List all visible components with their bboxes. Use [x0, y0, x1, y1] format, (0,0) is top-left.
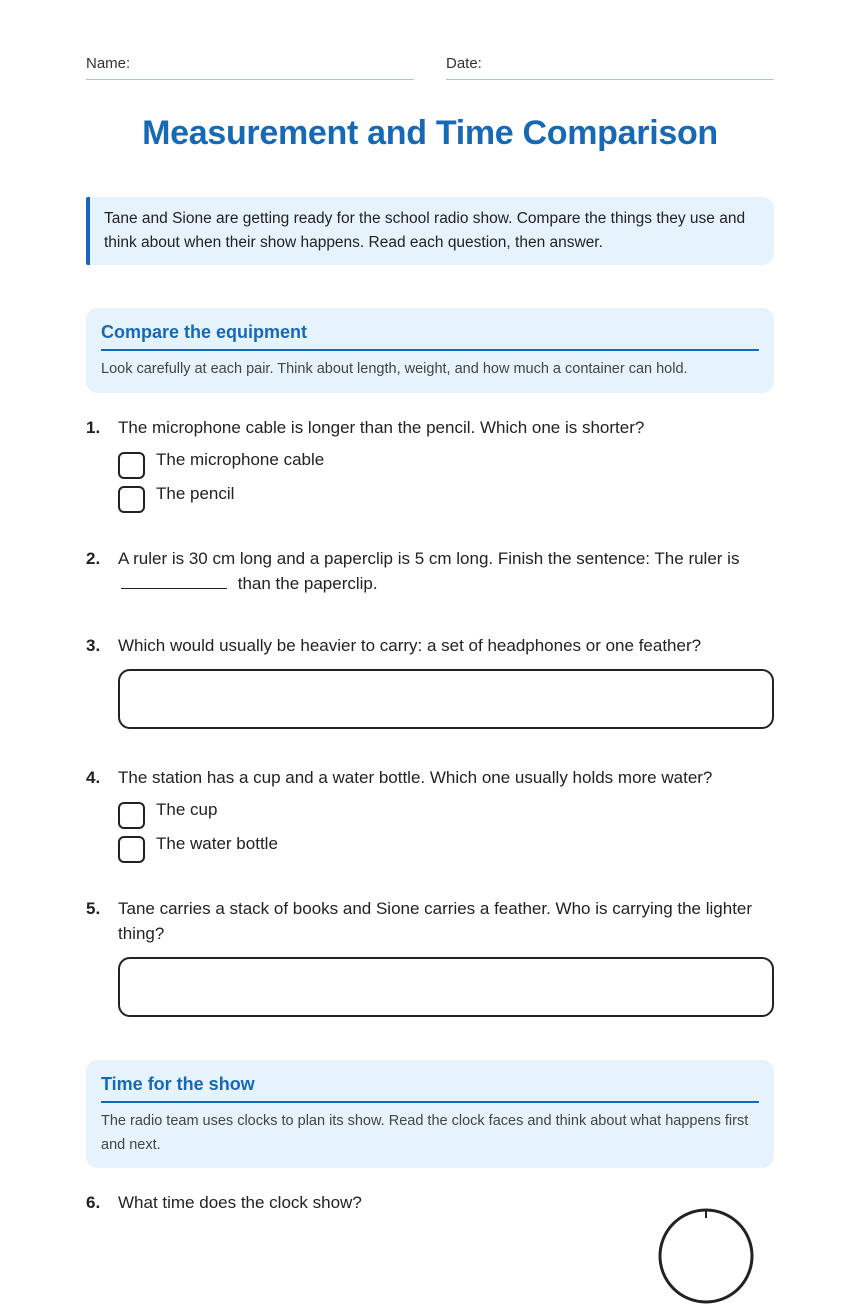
- question-text: [118, 546, 774, 596]
- option-label: The cup: [156, 800, 218, 819]
- option-label: The pencil: [156, 484, 235, 503]
- name-field[interactable]: [86, 54, 414, 80]
- question-text: The station has a cup and a water bottle. Which one usually holds more water?: [118, 768, 713, 787]
- date-field[interactable]: [446, 54, 774, 80]
- question-number: 1.: [86, 418, 101, 437]
- question-text: What time does the clock show?: [118, 1193, 362, 1212]
- fill-in-blank[interactable]: [121, 571, 227, 589]
- page-title: Measurement and Time Comparison: [142, 114, 718, 152]
- question-number: 2.: [86, 549, 101, 568]
- question-text: The microphone cable is longer than the pencil. Which one is shorter?: [118, 418, 645, 437]
- section-heading: Time for the show: [101, 1074, 759, 1103]
- question-number: 5.: [86, 899, 101, 918]
- header: [86, 54, 774, 80]
- section-time-for-show: [86, 1060, 774, 1168]
- date-label: Date:: [446, 55, 482, 72]
- name-label: Name:: [86, 55, 131, 72]
- question-text-before: A ruler is 30 cm long and a paperclip is 5 cm long. Finish the sentence: The ruler is: [118, 549, 740, 568]
- section-compare-equipment: [86, 308, 774, 393]
- question-number: 6.: [86, 1193, 101, 1212]
- checkbox[interactable]: [118, 486, 145, 513]
- answer-box[interactable]: [118, 957, 774, 1017]
- section-description: Look carefully at each pair. Think about length, weight, and how much a container can hold.: [101, 361, 688, 377]
- section-heading: Compare the equipment: [101, 322, 759, 351]
- clock-face-icon: [656, 1206, 756, 1306]
- section-description: The radio team uses clocks to plan its show. Read the clock faces and think about what happens first and next.: [101, 1113, 749, 1153]
- option-label: The microphone cable: [156, 450, 325, 469]
- intro-callout: Tane and Sione are getting ready for the school radio show. Compare the things they use and think about when their show happens. Read each question, then answer.: [86, 197, 774, 265]
- question-number: 3.: [86, 636, 101, 655]
- option-label: The water bottle: [156, 834, 278, 853]
- checkbox[interactable]: [118, 802, 145, 829]
- question-2: [86, 546, 774, 598]
- question-number: 4.: [86, 768, 101, 787]
- question-text-after: than the paperclip.: [237, 574, 378, 593]
- checkbox[interactable]: [118, 836, 145, 863]
- question-text: Tane carries a stack of books and Sione carries a feather. Who is carrying the lighter thing?: [118, 899, 753, 943]
- checkbox[interactable]: [118, 452, 145, 479]
- answer-box[interactable]: [118, 669, 774, 729]
- question-text: Which would usually be heavier to carry: a set of headphones or one feather?: [118, 636, 702, 655]
